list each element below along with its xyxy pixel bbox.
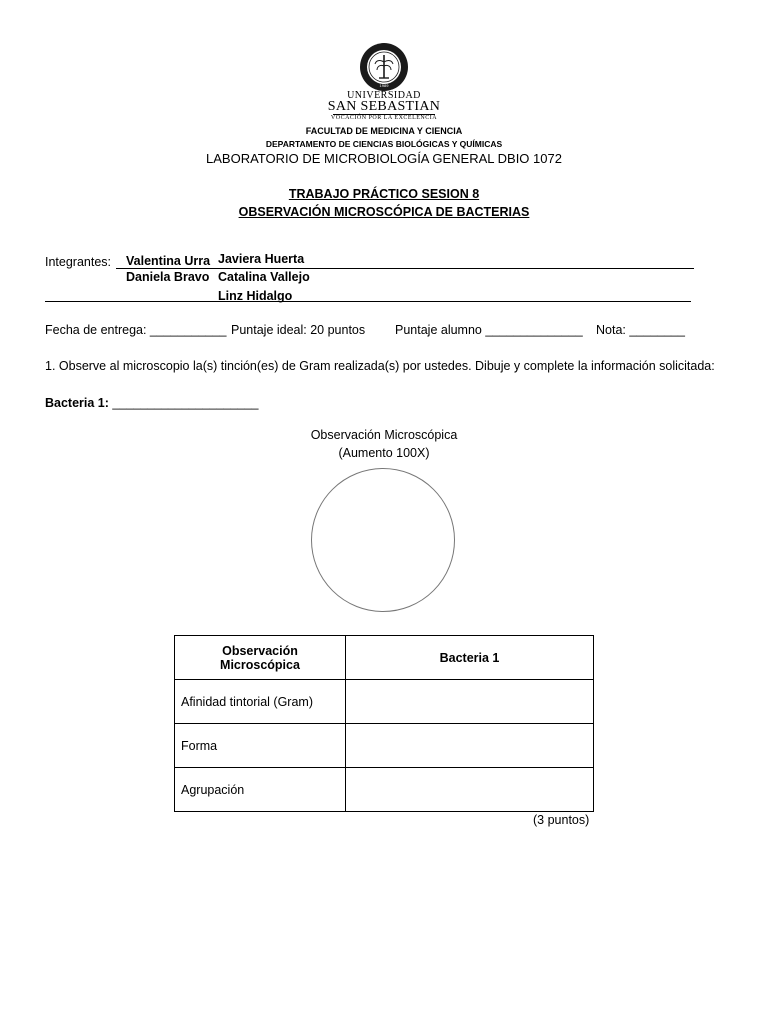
table-header-cell: Observación Microscópica	[175, 636, 346, 680]
table-row-label: Agrupación	[175, 768, 346, 812]
member-name: Valentina Urra	[126, 254, 211, 268]
lab-title: LABORATORIO DE MICROBIOLOGÍA GENERAL DBIO 1072	[206, 151, 562, 166]
observation-title: Observación Microscópica	[310, 428, 458, 442]
table-answer-cell	[346, 680, 594, 724]
student-score-field: Puntaje alumno ______________	[395, 323, 583, 337]
member-name: Javiera Huerta	[218, 252, 305, 266]
table-row	[175, 680, 594, 724]
points-note: (3 puntos)	[533, 813, 590, 827]
members-label: Integrantes:	[45, 255, 112, 269]
observation-table	[174, 635, 594, 812]
bacteria-label: Bacteria 1:	[45, 396, 109, 410]
practical-subtitle: OBSERVACIÓN MICROSCÓPICA DE BACTERIAS	[238, 205, 530, 219]
table-answer-cell	[346, 724, 594, 768]
table-row	[175, 724, 594, 768]
university-seal-icon	[359, 42, 409, 92]
table-row-label: Forma	[175, 724, 346, 768]
microscope-drawing-circle	[311, 468, 455, 612]
university-motto: VOCACIÓN POR LA EXCELENCIA	[330, 115, 438, 121]
table-answer-cell	[346, 768, 594, 812]
bacteria-blank: _____________________	[112, 396, 259, 410]
delivery-date-field: Fecha de entrega: ___________	[45, 323, 227, 337]
question-1: 1. Observe al microscopio la(s) tinción(es) de Gram realizada(s) por ustedes. Dibuje y complete la información solicitada:	[45, 359, 715, 373]
university-line1: UNIVERSIDAD	[347, 90, 421, 101]
university-name: SAN SEBASTIAN	[327, 99, 441, 114]
member-name: Catalina Vallejo	[218, 270, 310, 284]
svg-text:1989: 1989	[379, 83, 389, 88]
table-row-label: Afinidad tintorial (Gram)	[175, 680, 346, 724]
observation-subtitle: (Aumento 100X)	[338, 446, 430, 460]
table-row	[175, 768, 594, 812]
department-title: DEPARTAMENTO DE CIENCIAS BIOLÓGICAS Y QUÍMICAS	[265, 139, 503, 149]
members-line-2	[45, 301, 691, 302]
members-line-1	[116, 268, 694, 269]
table-header-cell: Bacteria 1	[346, 636, 594, 680]
member-name: Linz Hidalgo	[218, 289, 293, 303]
bacteria-field	[45, 396, 258, 410]
practical-title: TRABAJO PRÁCTICO SESION 8	[288, 187, 480, 201]
member-name: Daniela Bravo	[126, 270, 210, 284]
table-header-row	[175, 636, 594, 680]
grade-field: Nota: ________	[596, 323, 685, 337]
ideal-score: Puntaje ideal: 20 puntos	[231, 323, 366, 337]
faculty-title: FACULTAD DE MEDICINA Y CIENCIA	[305, 126, 463, 136]
